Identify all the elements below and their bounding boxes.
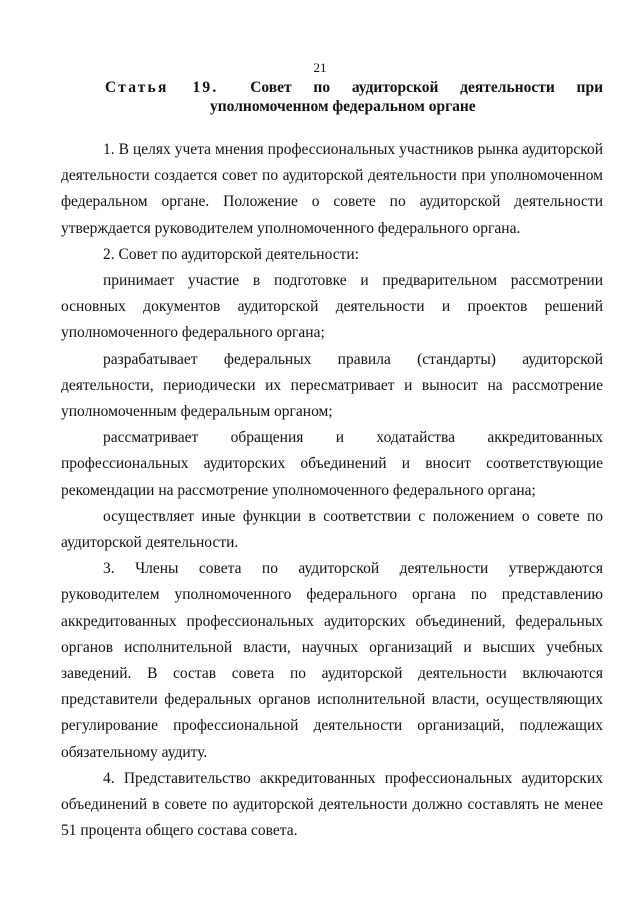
paragraph-2-item-2: разрабатывает федеральных правила (стандарты) аудиторской деятельности, периодически их пересматривает и выносит на рассмотрение уполномоченным федеральным органом;	[61, 350, 603, 421]
page-number: 21	[313, 60, 327, 75]
article-heading-line-2: уполномоченном федеральном органе	[210, 98, 476, 115]
article-title-word: по	[313, 79, 331, 96]
paragraph-3: 3. Члены совета по аудиторской деятельности утверждаются руководителем уполномоченного федерального органа по представлению аккредитованных профессиональных аудиторских объединений, федеральных органов исполнительной власти, научных организаций и высших учебных заведений. В состав совета по аудиторской деятельности включаются представители федеральных органов исполнительной власти, осуществляющих регулирование профессиональной деятельности организаций, подлежащих обязательному аудиту.	[61, 560, 603, 761]
paragraph-2-item-3: рассматривает обращения и ходатайства аккредитованных профессиональных аудиторских объединений и вносит соответствующие рекомендации на рассмотрение уполномоченного федерального органа;	[61, 429, 603, 499]
article-heading	[105, 78, 603, 116]
paragraph-2-item-4: осуществляет иные функции в соответствии с положением о совете по аудиторской деятельности.	[61, 507, 603, 552]
paragraph-2: 2. Совет по аудиторской деятельности:	[103, 245, 359, 263]
article-body	[61, 137, 603, 844]
paragraph-1: 1. В целях учета мнения профессиональных участников рынка аудиторской деятельности создается совет по аудиторской деятельности при уполномоченном федеральном органе. Положение о совете по аудиторской деятельности утверждается руководителем уполномоченного федерального органа.	[61, 141, 603, 237]
article-title-word: аудиторской	[351, 79, 439, 96]
article-label: Статья 19.	[105, 79, 219, 96]
article-title-word: при	[576, 79, 603, 96]
paragraph-2-item-1: принимает участие в подготовке и предварительном рассмотрении основных документов аудиторской деятельности и проектов решений уполномоченного федерального органа;	[61, 272, 603, 342]
article-title-word: деятельности	[460, 79, 555, 96]
paragraph-4: 4. Представительство аккредитованных профессиональных аудиторских объединений в совете по аудиторской деятельности должно составлять не менее 51 процента общего состава совета.	[61, 769, 603, 840]
article-heading-line-1	[105, 78, 603, 97]
article-title-word: Совет	[250, 79, 292, 96]
